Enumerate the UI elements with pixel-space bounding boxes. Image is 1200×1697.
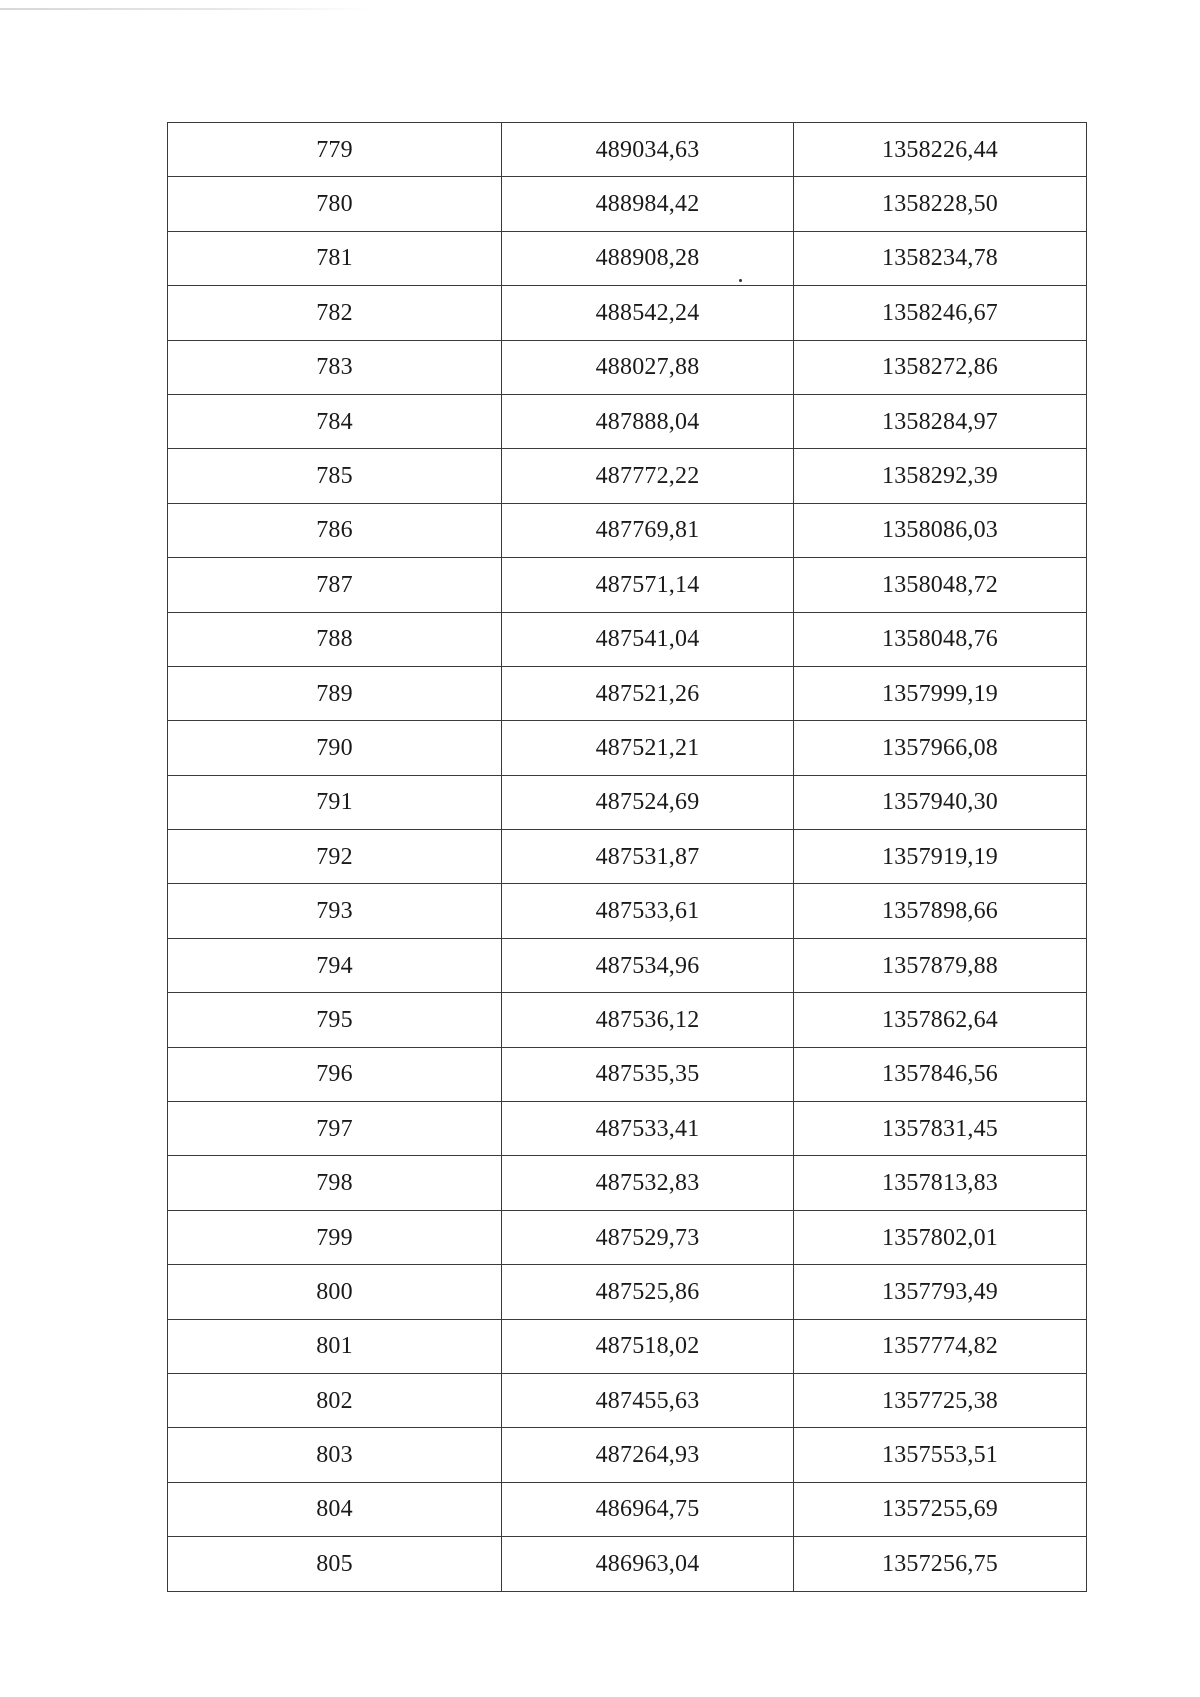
table-row: [168, 721, 1087, 775]
point-number-cell: 803: [168, 1428, 502, 1482]
table-row: [168, 1428, 1087, 1482]
x-coordinate-cell: 487518,02: [502, 1319, 794, 1373]
x-coordinate-cell: 487521,26: [502, 666, 794, 720]
y-coordinate-cell: 1357802,01: [794, 1210, 1087, 1264]
y-coordinate-cell: 1357256,75: [794, 1537, 1087, 1591]
x-coordinate-cell: 487888,04: [502, 394, 794, 448]
table-row: [168, 938, 1087, 992]
x-coordinate-cell: 487264,93: [502, 1428, 794, 1482]
table-row: [168, 286, 1087, 340]
x-coordinate-cell: 487769,81: [502, 503, 794, 557]
x-coordinate-cell: 487533,61: [502, 884, 794, 938]
y-coordinate-cell: 1357898,66: [794, 884, 1087, 938]
x-coordinate-cell: 488908,28: [502, 231, 794, 285]
x-coordinate-cell: 489034,63: [502, 123, 794, 177]
y-coordinate-cell: 1358246,67: [794, 286, 1087, 340]
point-number-cell: 795: [168, 993, 502, 1047]
table-row: [168, 1373, 1087, 1427]
x-coordinate-cell: 487455,63: [502, 1373, 794, 1427]
x-coordinate-cell: 487535,35: [502, 1047, 794, 1101]
table-row: [168, 340, 1087, 394]
point-number-cell: 804: [168, 1482, 502, 1536]
stray-ink-dot: [739, 279, 742, 282]
x-coordinate-cell: 487521,21: [502, 721, 794, 775]
x-coordinate-cell: 488984,42: [502, 177, 794, 231]
y-coordinate-cell: 1358284,97: [794, 394, 1087, 448]
coordinates-table-body: [168, 123, 1087, 1592]
point-number-cell: 781: [168, 231, 502, 285]
table-row: [168, 449, 1087, 503]
point-number-cell: 794: [168, 938, 502, 992]
table-row: [168, 612, 1087, 666]
table-row: [168, 1265, 1087, 1319]
y-coordinate-cell: 1357846,56: [794, 1047, 1087, 1101]
point-number-cell: 782: [168, 286, 502, 340]
y-coordinate-cell: 1357255,69: [794, 1482, 1087, 1536]
table-row: [168, 666, 1087, 720]
y-coordinate-cell: 1358272,86: [794, 340, 1087, 394]
table-row: [168, 1156, 1087, 1210]
x-coordinate-cell: 487529,73: [502, 1210, 794, 1264]
x-coordinate-cell: 487532,83: [502, 1156, 794, 1210]
y-coordinate-cell: 1358228,50: [794, 177, 1087, 231]
table-row: [168, 830, 1087, 884]
table-row: [168, 993, 1087, 1047]
point-number-cell: 802: [168, 1373, 502, 1427]
y-coordinate-cell: 1357831,45: [794, 1102, 1087, 1156]
y-coordinate-cell: 1357725,38: [794, 1373, 1087, 1427]
y-coordinate-cell: 1357862,64: [794, 993, 1087, 1047]
point-number-cell: 785: [168, 449, 502, 503]
y-coordinate-cell: 1357774,82: [794, 1319, 1087, 1373]
table-row: [168, 775, 1087, 829]
y-coordinate-cell: 1358086,03: [794, 503, 1087, 557]
x-coordinate-cell: 487541,04: [502, 612, 794, 666]
y-coordinate-cell: 1358048,72: [794, 558, 1087, 612]
point-number-cell: 792: [168, 830, 502, 884]
x-coordinate-cell: 488027,88: [502, 340, 794, 394]
x-coordinate-cell: 487525,86: [502, 1265, 794, 1319]
x-coordinate-cell: 486963,04: [502, 1537, 794, 1591]
y-coordinate-cell: 1357793,49: [794, 1265, 1087, 1319]
y-coordinate-cell: 1357966,08: [794, 721, 1087, 775]
x-coordinate-cell: 487533,41: [502, 1102, 794, 1156]
y-coordinate-cell: 1358292,39: [794, 449, 1087, 503]
table-row: [168, 1102, 1087, 1156]
point-number-cell: 783: [168, 340, 502, 394]
y-coordinate-cell: 1357553,51: [794, 1428, 1087, 1482]
point-number-cell: 796: [168, 1047, 502, 1101]
scan-edge-artifact: [0, 8, 370, 10]
point-number-cell: 799: [168, 1210, 502, 1264]
x-coordinate-cell: 487531,87: [502, 830, 794, 884]
table-row: [168, 503, 1087, 557]
x-coordinate-cell: 488542,24: [502, 286, 794, 340]
x-coordinate-cell: 487536,12: [502, 993, 794, 1047]
point-number-cell: 788: [168, 612, 502, 666]
y-coordinate-cell: 1358048,76: [794, 612, 1087, 666]
x-coordinate-cell: 487772,22: [502, 449, 794, 503]
table-row: [168, 1047, 1087, 1101]
y-coordinate-cell: 1357879,88: [794, 938, 1087, 992]
table-row: [168, 394, 1087, 448]
y-coordinate-cell: 1358226,44: [794, 123, 1087, 177]
table-row: [168, 884, 1087, 938]
point-number-cell: 787: [168, 558, 502, 612]
x-coordinate-cell: 487534,96: [502, 938, 794, 992]
y-coordinate-cell: 1357940,30: [794, 775, 1087, 829]
table-row: [168, 1537, 1087, 1591]
point-number-cell: 797: [168, 1102, 502, 1156]
point-number-cell: 780: [168, 177, 502, 231]
point-number-cell: 786: [168, 503, 502, 557]
table-row: [168, 1319, 1087, 1373]
table-row: [168, 177, 1087, 231]
point-number-cell: 793: [168, 884, 502, 938]
coordinates-table: [167, 122, 1087, 1592]
table-row: [168, 1210, 1087, 1264]
point-number-cell: 790: [168, 721, 502, 775]
point-number-cell: 789: [168, 666, 502, 720]
table-row: [168, 231, 1087, 285]
y-coordinate-cell: 1358234,78: [794, 231, 1087, 285]
x-coordinate-cell: 486964,75: [502, 1482, 794, 1536]
point-number-cell: 791: [168, 775, 502, 829]
point-number-cell: 779: [168, 123, 502, 177]
point-number-cell: 798: [168, 1156, 502, 1210]
point-number-cell: 800: [168, 1265, 502, 1319]
point-number-cell: 805: [168, 1537, 502, 1591]
y-coordinate-cell: 1357919,19: [794, 830, 1087, 884]
x-coordinate-cell: 487524,69: [502, 775, 794, 829]
table-row: [168, 123, 1087, 177]
y-coordinate-cell: 1357813,83: [794, 1156, 1087, 1210]
point-number-cell: 801: [168, 1319, 502, 1373]
x-coordinate-cell: 487571,14: [502, 558, 794, 612]
point-number-cell: 784: [168, 394, 502, 448]
table-row: [168, 558, 1087, 612]
y-coordinate-cell: 1357999,19: [794, 666, 1087, 720]
table-row: [168, 1482, 1087, 1536]
